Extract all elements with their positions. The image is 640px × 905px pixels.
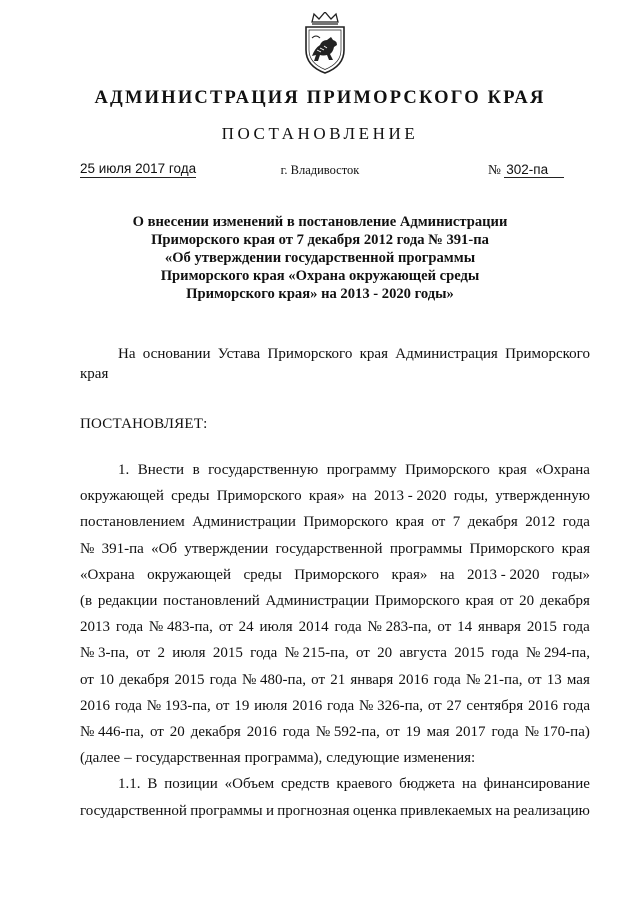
word: края	[395, 514, 424, 531]
word: от	[385, 724, 400, 740]
word: оценка	[352, 802, 397, 819]
word: 2015	[454, 645, 485, 662]
word: (в	[80, 593, 93, 609]
body-line	[80, 514, 590, 534]
word: 2016	[246, 724, 277, 740]
word: государственную	[208, 462, 319, 478]
word: прогнозная	[277, 802, 350, 819]
word: Приморского	[303, 514, 389, 531]
word: июля	[254, 697, 288, 714]
word: июля	[259, 619, 293, 636]
word: Администрация	[395, 346, 498, 362]
word: 7	[452, 514, 461, 531]
word: на	[439, 566, 455, 583]
word: января	[350, 671, 394, 688]
word: программы	[389, 540, 463, 557]
word: 2015	[526, 619, 557, 636]
word: на	[495, 802, 511, 819]
word: от	[437, 619, 452, 636]
body-line	[80, 645, 590, 665]
coat-of-arms-icon	[300, 12, 350, 74]
word: Приморского	[267, 346, 353, 362]
body-line	[80, 619, 590, 639]
word: 24	[238, 619, 254, 636]
word: Приморского	[294, 566, 380, 583]
document-city: г. Владивосток	[280, 163, 360, 177]
word: края»	[308, 488, 345, 505]
word: 2016	[80, 697, 110, 714]
number-value: 302-па	[504, 162, 564, 178]
word: среды	[171, 488, 210, 505]
word: утверждении	[184, 540, 269, 557]
word: 2015	[212, 645, 243, 662]
word: 21	[330, 671, 346, 688]
word: 20	[377, 645, 393, 662]
word: программа),	[244, 750, 323, 767]
word: «Об	[151, 540, 178, 557]
word: следующие	[326, 750, 400, 767]
word: Приморского	[505, 346, 590, 362]
word: среды	[243, 566, 282, 583]
word: № 294-па,	[525, 645, 590, 662]
word: края	[465, 593, 494, 609]
word: года	[562, 514, 590, 531]
word: на	[461, 776, 477, 793]
word: 2	[157, 645, 165, 662]
word: №	[80, 540, 95, 557]
word: года	[334, 619, 362, 636]
word: бюджета	[399, 776, 456, 793]
word: 1.	[118, 462, 130, 478]
word: № 326-па,	[359, 697, 424, 714]
word: 2013	[80, 619, 110, 636]
word: мая	[426, 724, 450, 740]
word: финансирование	[483, 776, 590, 793]
word: № 446-па,	[80, 724, 144, 740]
word: от	[215, 697, 230, 714]
word: 20	[169, 724, 185, 740]
word: июля	[172, 645, 206, 662]
word: года	[114, 697, 142, 714]
body-line	[80, 803, 590, 823]
word: года	[491, 645, 519, 662]
document-number	[488, 162, 564, 178]
word: мая	[566, 671, 590, 688]
word: 14	[457, 619, 473, 636]
word: изменения:	[403, 750, 476, 767]
word: № 215-па,	[284, 645, 349, 662]
word: года	[562, 619, 590, 636]
word: привлекаемых	[400, 802, 493, 819]
body-line	[80, 567, 590, 587]
document-date: 25 июля 2017 года	[80, 161, 197, 176]
word: 20	[519, 593, 535, 609]
document-title	[120, 213, 520, 303]
word: № 480-па,	[241, 671, 306, 688]
word: Приморского	[405, 462, 490, 478]
word: края	[561, 540, 590, 557]
word: (далее	[80, 750, 121, 767]
word: «Охрана	[80, 566, 135, 583]
word: года	[282, 724, 310, 740]
word: 2016	[292, 697, 323, 714]
basis-line: края	[80, 366, 109, 382]
word: 2017	[455, 724, 486, 740]
word: от	[218, 619, 233, 636]
word: постановлением	[80, 514, 185, 531]
word: 19	[405, 724, 421, 740]
word: края»	[391, 566, 428, 583]
word: на	[352, 488, 367, 505]
word: средств	[281, 776, 330, 793]
word: позиции	[164, 776, 218, 793]
word: государственная	[135, 750, 241, 767]
word: года	[209, 671, 237, 688]
word: № 193-па,	[146, 697, 211, 714]
body-line	[80, 724, 590, 744]
word: окружающей	[80, 488, 164, 505]
word: 2013 - 2020	[466, 566, 540, 583]
word: 2016	[528, 697, 559, 714]
word: Приморского	[216, 488, 302, 505]
word: декабря	[467, 514, 518, 531]
word: декабря	[190, 724, 241, 740]
title-line: Приморского края» на 2013 - 2020 годы»	[186, 286, 454, 302]
word: от	[431, 514, 446, 531]
word: и	[265, 802, 274, 819]
word: годы,	[453, 488, 489, 505]
word: 2014	[298, 619, 329, 636]
body-line	[80, 750, 590, 770]
word: от	[355, 645, 370, 662]
word: «Объем	[224, 776, 275, 793]
word: № 283-па,	[367, 619, 432, 636]
word: Устава	[217, 346, 261, 362]
title-line: Приморского края от 7 декабря 2012 года № 391-па	[151, 232, 489, 248]
word: Администрации	[192, 514, 296, 531]
word: № 170-па)	[524, 724, 590, 740]
document-type: ПОСТАНОВЛЕНИЕ	[221, 124, 419, 143]
body-line	[80, 462, 590, 482]
decree-word: ПОСТАНОВЛЯЕТ:	[80, 416, 208, 432]
word: 2012	[525, 514, 556, 531]
word: 391-па	[101, 540, 144, 557]
word: государственной	[80, 802, 187, 819]
word: 2013 - 2020	[373, 488, 447, 505]
word: года	[491, 724, 519, 740]
word: года	[327, 697, 355, 714]
word: Приморского	[374, 593, 460, 609]
word: редакции	[97, 593, 158, 609]
word: В	[147, 776, 158, 793]
word: программы	[190, 802, 263, 819]
word: государственной	[275, 540, 383, 557]
word: от	[427, 697, 442, 714]
word: программу	[326, 462, 397, 478]
word: утвержденную	[495, 488, 590, 505]
word: годы»	[551, 566, 590, 583]
body-line	[80, 541, 590, 561]
word: 27	[446, 697, 462, 714]
body-line	[80, 672, 590, 692]
title-line: «Об утверждении государственной программы	[164, 250, 476, 266]
word: окружающей	[147, 566, 231, 583]
title-line: О внесении изменений в постановление Администрации	[132, 214, 508, 230]
body-line	[80, 698, 590, 718]
word: постановлений	[163, 593, 260, 609]
word: от	[311, 671, 326, 688]
word: Приморского	[469, 540, 555, 557]
word: основании	[142, 346, 211, 362]
body-line	[80, 593, 590, 613]
word: в	[192, 462, 200, 478]
word: –	[124, 750, 132, 767]
word: «Охрана	[535, 462, 590, 478]
word: года	[562, 697, 590, 714]
word: от	[527, 671, 542, 688]
word: сентября	[466, 697, 524, 714]
word: № 21-па,	[465, 671, 523, 688]
word: января	[478, 619, 521, 636]
word: декабря	[119, 671, 170, 688]
word: края	[498, 462, 527, 478]
word: года	[115, 619, 144, 636]
title-line: Приморского края «Охрана окружающей среды	[160, 268, 480, 284]
word: от	[149, 724, 164, 740]
word: от	[136, 645, 151, 662]
number-label: №	[488, 162, 501, 177]
word: Внести	[137, 462, 185, 478]
word: На	[118, 346, 136, 362]
word: краевого	[336, 776, 393, 793]
basis-paragraph	[80, 344, 590, 384]
word: № 592-па,	[315, 724, 380, 740]
word: года	[250, 645, 278, 662]
body-line	[80, 488, 590, 508]
word: августа	[399, 645, 447, 662]
word: № 483-па,	[148, 619, 213, 636]
word: Администрации	[265, 593, 370, 609]
word: края	[359, 346, 388, 362]
word: от	[80, 671, 94, 688]
word: 2016	[398, 671, 429, 688]
word: 13	[546, 671, 562, 688]
word: 19	[234, 697, 250, 714]
word: реализацию	[513, 802, 590, 819]
word: декабря	[539, 593, 590, 609]
word: 1.1.	[118, 776, 141, 793]
basis-line	[80, 344, 590, 364]
word: 10	[99, 671, 115, 688]
word: № 3-па,	[80, 645, 129, 662]
word: года	[433, 671, 461, 688]
word: 2015	[174, 671, 205, 688]
body-line	[80, 776, 590, 796]
organization-name: АДМИНИСТРАЦИЯ ПРИМОРСКОГО КРАЯ	[94, 88, 546, 108]
word: от	[499, 593, 514, 609]
